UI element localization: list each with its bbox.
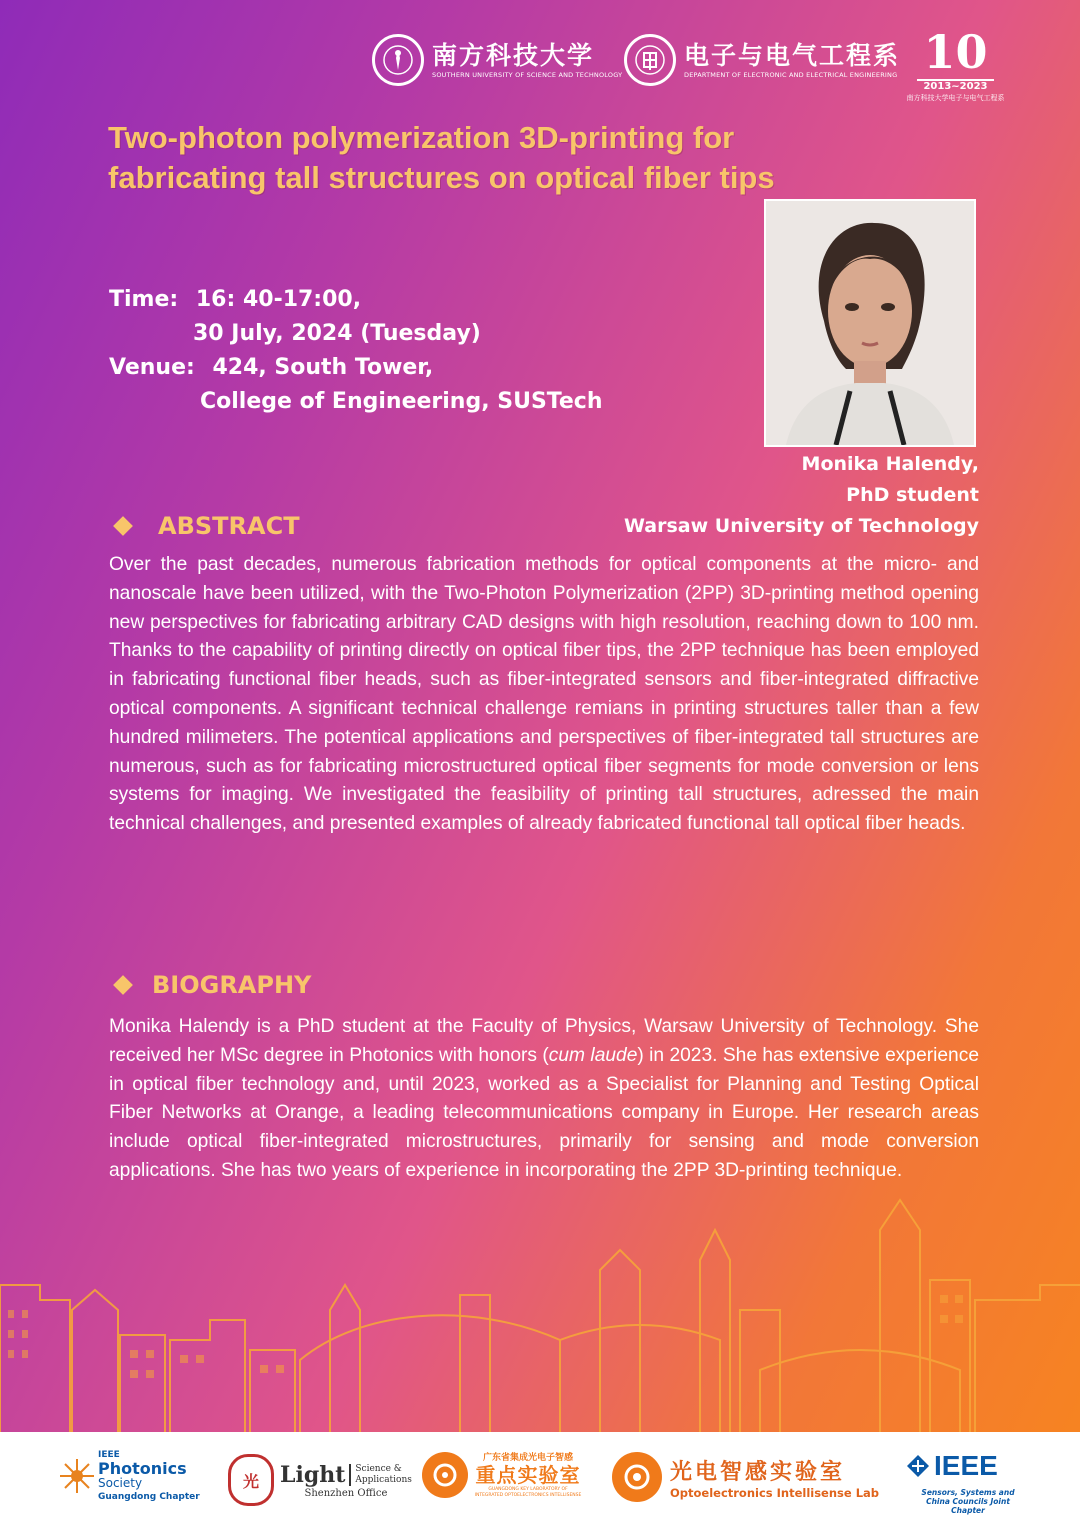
sustech-name-en: SOUTHERN UNIVERSITY OF SCIENCE AND TECHNOLOGY xyxy=(432,70,623,79)
ieee-photonics-logo xyxy=(58,1448,200,1504)
gd-lab-emblem-icon xyxy=(422,1452,468,1498)
venue-label: Venue: xyxy=(109,355,195,380)
opto-lab-emblem-icon xyxy=(612,1452,662,1502)
ieee-chapter xyxy=(908,1488,1028,1515)
ieee-sub2: China Councils Joint Chapter xyxy=(926,1497,1010,1515)
photonics-star-icon xyxy=(58,1457,96,1495)
light-sub1: Science & xyxy=(355,1463,402,1474)
speaker-position: PhD student xyxy=(846,484,979,506)
venue-line2: College of Engineering, SUSTech xyxy=(200,389,603,414)
speaker-photo xyxy=(764,199,976,447)
ieee-photonics-top: IEEE xyxy=(98,1450,120,1460)
sustech-logo xyxy=(372,34,622,86)
diamond-bullet-icon xyxy=(113,975,133,995)
ieee-photonics-name2: Society xyxy=(98,1476,143,1490)
ieee-diamond-icon xyxy=(906,1454,930,1478)
abstract-heading xyxy=(116,512,300,540)
sustech-name-cn: 南方科技大学 xyxy=(432,40,595,70)
light-logo xyxy=(228,1454,412,1506)
opto-lab-en: Optoelectronics Intellisense Lab xyxy=(670,1485,880,1500)
opto-lab-logo xyxy=(612,1452,879,1502)
gd-lab-en: GUANGDONG KEY LABORATORY OF INTEGRATED OPTOELECTRONICS INTELLISENSE xyxy=(474,1487,582,1498)
biography-text xyxy=(109,1013,979,1186)
light-sub2: Applications xyxy=(355,1474,412,1485)
time-row xyxy=(109,283,603,317)
department-name-en: DEPARTMENT OF ELECTRONIC AND ELECTRICAL ENGINEERING xyxy=(684,70,898,79)
anniversary-years: 2013~2023 xyxy=(917,79,993,93)
speaker-name: Monika Halendy, xyxy=(801,453,979,475)
abstract-text: Over the past decades, numerous fabrication methods for optical components at the micro- and nanoscale have been utilized, with the Two-Photon Polymerization (2PP) 3D-printing method opening new perspectives for fabricating arbitrary CAD designs with high resolution, reaching down to 100 nm. Thanks to the capability of printing directly on optical fiber tips, the 2PP technique has been employed in fabricating functional fiber heads, such as fiber-integrated sensors and fiber-integrated diffractive optical components. A significant technical challenge remians in printing structures taller than a few hundred milimeters. The potentical applications and perspectives of fiber-integrated tall structures are numerous, such as for fabricating microstructured optical fiber segments for mode conversion or lens systems for imaging. We investigated the feasibility of printing tall structures, adressed the main technical challenges, and presented examples of already fabricated functional tall optical fiber heads. xyxy=(109,554,979,835)
light-name: Light xyxy=(280,1461,346,1488)
time-value: 16: 40-17:00, xyxy=(195,287,362,312)
ieee-sub1: Sensors, Systems and xyxy=(921,1488,1015,1497)
time-label: Time: xyxy=(109,287,179,312)
biography-text-part2: ) in 2023. She has extensive experience in optical fiber technology and, until 2023, worked as a Specialist for Planning and Testing Optical Fiber Networks at Orange, a leading telecommunications company in Europe. Her research areas include optical fiber-integrated microstructures, primarily for sensing and mode conversion applications. She has two years of experience in incorporating the 2PP 3D-printing technique. xyxy=(109,1044,979,1181)
gd-lab-top: 广东省集成光电子智感 xyxy=(482,1453,573,1463)
diamond-bullet-icon xyxy=(113,516,133,536)
light-office: Shenzhen Office xyxy=(304,1487,388,1499)
footer-sponsors xyxy=(0,1432,1080,1527)
anniversary-logo xyxy=(893,25,1018,104)
abstract-heading-text: ABSTRACT xyxy=(158,512,300,540)
event-info xyxy=(109,283,603,419)
gd-lab-main: 重点实验室 xyxy=(475,1463,581,1487)
sustech-seal-icon xyxy=(372,34,424,86)
biography-text-part1: Monika Halendy is a PhD student at the Faculty of Physics, Warsaw University of Technology. She received her MSc degree in Photonics with honors ( xyxy=(109,1016,979,1066)
ieee-name: IEEE xyxy=(934,1450,998,1481)
department-name-cn: 电子与电气工程系 xyxy=(684,40,901,70)
speaker-affiliation: Warsaw University of Technology xyxy=(624,515,979,537)
talk-title-line2: fabricating tall structures on optical fiber tips xyxy=(108,160,775,195)
date-value: 30 July, 2024 (Tuesday) xyxy=(193,321,481,346)
ieee-logo xyxy=(906,1452,998,1480)
gd-key-lab-logo xyxy=(422,1450,582,1499)
department-logo xyxy=(624,34,900,86)
opto-lab-cn: 光电智感实验室 xyxy=(670,1458,846,1485)
biography-heading xyxy=(116,971,311,999)
biography-heading-text: BIOGRAPHY xyxy=(152,971,312,999)
talk-title-line1: Two-photon polymerization 3D-printing for xyxy=(108,120,735,155)
ieee-photonics-name1: Photonics xyxy=(98,1459,187,1478)
ieee-photonics-chapter: Guangdong Chapter xyxy=(98,1492,200,1502)
venue-line1: 424, South Tower, xyxy=(212,355,434,380)
department-seal-icon xyxy=(624,34,676,86)
light-emblem-icon: 光 xyxy=(228,1454,274,1506)
city-skyline-illustration xyxy=(0,1190,1080,1440)
venue-row xyxy=(109,351,603,385)
anniversary-numeral: 10 xyxy=(923,25,988,79)
talk-title xyxy=(108,118,988,198)
anniversary-caption: 南方科技大学电子与电气工程系 xyxy=(906,94,1005,102)
biography-text-italic: cum laude xyxy=(548,1044,638,1066)
speaker-info xyxy=(624,449,979,542)
